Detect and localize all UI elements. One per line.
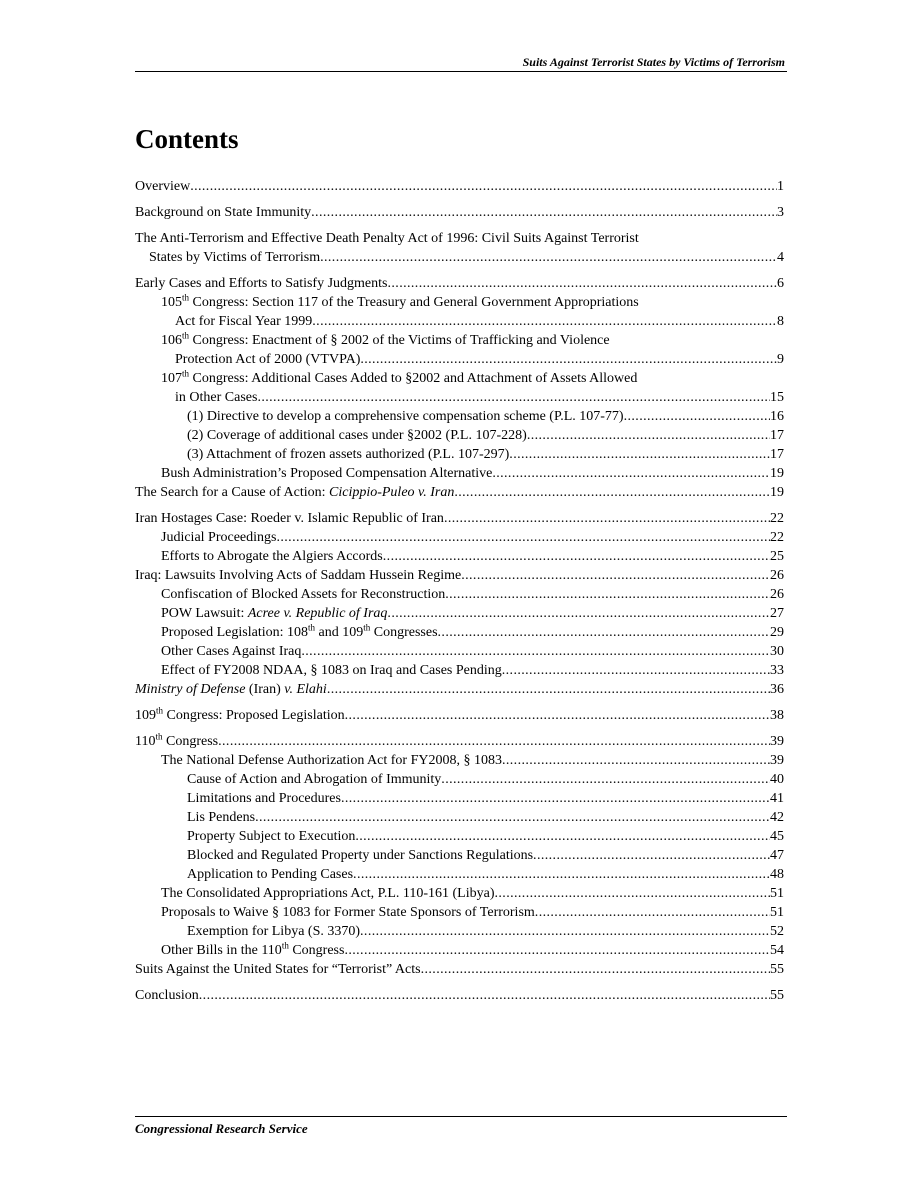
toc-entry-title: Iraq: Lawsuits Involving Acts of Saddam Hussein Regime <box>135 568 462 583</box>
toc-entry-early-cases[interactable] <box>135 274 784 293</box>
toc-entry-title: Exemption for Libya (S. 3370) <box>187 924 361 939</box>
toc-entry-105th-congress[interactable] <box>135 293 784 331</box>
toc-entry-aedpa[interactable] <box>135 229 784 267</box>
toc-entry-title: Ministry of Defense (Iran) v. Elahi <box>135 682 327 697</box>
dot-leader <box>353 865 770 884</box>
toc-entry-blocked-property[interactable] <box>135 846 784 865</box>
toc-page-number: 22 <box>770 530 784 545</box>
toc-entry-consolidated-approps[interactable] <box>135 884 784 903</box>
toc-page-number: 15 <box>770 390 784 405</box>
toc-entry-110th-congress[interactable] <box>135 732 784 751</box>
toc-page-number: 29 <box>770 625 784 640</box>
footer-rule <box>135 1116 787 1117</box>
toc-entry-title: Suits Against the United States for “Terrorist” Acts <box>135 962 421 977</box>
toc-page-number: 22 <box>770 511 784 526</box>
toc-entry-title: Efforts to Abrogate the Algiers Accords <box>161 549 383 564</box>
dot-leader <box>312 312 777 331</box>
dot-leader <box>257 388 770 407</box>
dot-leader <box>461 566 770 585</box>
dot-leader <box>454 483 770 502</box>
toc-page-number: 17 <box>770 428 784 443</box>
dot-leader <box>355 827 770 846</box>
toc-entry-judicial[interactable] <box>135 528 784 547</box>
toc-page-number: 4 <box>777 250 784 265</box>
dot-leader <box>344 941 770 960</box>
toc-page-number: 55 <box>770 962 784 977</box>
toc-page-number: 51 <box>770 886 784 901</box>
toc-page-number: 19 <box>770 466 784 481</box>
dot-leader <box>624 407 770 426</box>
toc-entry-directive[interactable] <box>135 407 784 426</box>
dot-leader <box>495 884 771 903</box>
dot-leader <box>199 986 770 1005</box>
toc-entry-title-cont: in Other Cases <box>175 390 258 405</box>
toc-page-number: 40 <box>770 772 784 787</box>
toc-page-number: 51 <box>770 905 784 920</box>
toc-entry-title: Judicial Proceedings <box>161 530 277 545</box>
dot-leader <box>438 623 770 642</box>
header-rule <box>135 71 787 72</box>
toc-entry-title: 105th Congress: Section 117 of the Treasury and General Government Appropriations <box>161 292 639 310</box>
dot-leader <box>441 770 770 789</box>
toc-entry-title: Background on State Immunity <box>135 205 312 220</box>
toc-entry-title: Other Bills in the 110th Congress <box>161 940 345 958</box>
toc-entry-background[interactable] <box>135 203 784 222</box>
toc-entry-property-execution[interactable] <box>135 827 784 846</box>
dot-leader <box>444 509 770 528</box>
toc-entry-title: 106th Congress: Enactment of § 2002 of the Victims of Trafficking and Violence <box>161 330 610 348</box>
toc-entry-title: Bush Administration’s Proposed Compensation Alternative <box>161 466 493 481</box>
toc-entry-ndaa-effect[interactable] <box>135 661 784 680</box>
toc-entry-title: 107th Congress: Additional Cases Added to §2002 and Attachment of Assets Allowed <box>161 368 638 386</box>
toc-page-number: 39 <box>770 753 784 768</box>
dot-leader <box>311 203 777 222</box>
toc-entry-title: Proposed Legislation: 108th and 109th Congresses <box>161 622 438 640</box>
toc-entry-other-bills[interactable] <box>135 941 784 960</box>
toc-page-number: 27 <box>770 606 784 621</box>
toc-entry-title: Confiscation of Blocked Assets for Reconstruction <box>161 587 446 602</box>
toc-entry-title: POW Lawsuit: Acree v. Republic of Iraq <box>161 606 388 621</box>
dot-leader <box>502 661 770 680</box>
toc-page-number: 26 <box>770 587 784 602</box>
toc-entry-title: Proposals to Waive § 1083 for Former State Sponsors of Terrorism <box>161 905 535 920</box>
toc-page-number: 6 <box>777 276 784 291</box>
dot-leader <box>527 426 770 445</box>
toc-entry-title: 110th Congress <box>135 731 219 749</box>
toc-page-number: 55 <box>770 988 784 1003</box>
dot-leader <box>190 177 777 196</box>
dot-leader <box>509 445 770 464</box>
toc-page-number: 9 <box>777 352 784 367</box>
toc-page-number: 45 <box>770 829 784 844</box>
toc-entry-coverage[interactable] <box>135 426 784 445</box>
toc-entry-title: (2) Coverage of additional cases under §2002 (P.L. 107-228) <box>187 428 527 443</box>
toc-entry-other-iraq[interactable] <box>135 642 784 661</box>
toc-entry-title: The National Defense Authorization Act for FY2008, § 1083 <box>161 753 502 768</box>
toc-entry-confiscation[interactable] <box>135 585 784 604</box>
toc-page-number: 33 <box>770 663 784 678</box>
toc-entry-pending-cases[interactable] <box>135 865 784 884</box>
running-header: Suits Against Terrorist States by Victims of Terrorism <box>522 55 785 69</box>
dot-leader <box>383 547 770 566</box>
toc-entry-title: Limitations and Procedures <box>187 791 341 806</box>
toc-page-number: 42 <box>770 810 784 825</box>
toc-entry-lis-pendens[interactable] <box>135 808 784 827</box>
toc-entry-106th-congress[interactable] <box>135 331 784 369</box>
toc-page-number: 1 <box>777 179 784 194</box>
toc-entry-title-cont: Act for Fiscal Year 1999 <box>175 314 313 329</box>
toc-entry-elahi[interactable] <box>135 680 784 699</box>
dot-leader <box>301 642 770 661</box>
toc-entry-proposed-legislation[interactable] <box>135 623 784 642</box>
toc-entry-title: (3) Attachment of frozen assets authorized (P.L. 107-297) <box>187 447 510 462</box>
dot-leader <box>445 585 770 604</box>
toc-entry-title: Conclusion <box>135 988 199 1003</box>
toc-entry-attachment[interactable] <box>135 445 784 464</box>
toc-entry-bush-admin[interactable] <box>135 464 784 483</box>
footer-publisher: Congressional Research Service <box>135 1121 308 1136</box>
toc-entry-overview[interactable] <box>135 177 784 196</box>
toc-entry-title: Lis Pendens <box>187 810 256 825</box>
toc-entry-limitations[interactable] <box>135 789 784 808</box>
toc-page-number: 26 <box>770 568 784 583</box>
toc-entry-title-cont: States by Victims of Terrorism <box>149 250 321 265</box>
toc-entry-title: Iran Hostages Case: Roeder v. Islamic Republic of Iran <box>135 511 444 526</box>
dot-leader <box>421 960 770 979</box>
toc-entry-cause-of-action[interactable] <box>135 483 784 502</box>
toc-entry-title: Property Subject to Execution <box>187 829 356 844</box>
dot-leader <box>345 706 770 725</box>
toc-entry-title: Overview <box>135 179 191 194</box>
page-title: Contents <box>135 124 239 154</box>
toc-entry-cause-abrogation[interactable] <box>135 770 784 789</box>
toc-page-number: 16 <box>770 409 784 424</box>
toc-entry-ndaa-2008[interactable] <box>135 751 784 770</box>
toc-page-number: 25 <box>770 549 784 564</box>
dot-leader <box>360 350 777 369</box>
dot-leader <box>218 732 770 751</box>
table-of-contents <box>135 177 784 1005</box>
toc-entry-title: Blocked and Regulated Property under Sanctions Regulations <box>187 848 534 863</box>
dot-leader <box>341 789 770 808</box>
toc-entry-109th-congress[interactable] <box>135 706 784 725</box>
toc-page-number: 3 <box>777 205 784 220</box>
dot-leader <box>360 922 770 941</box>
toc-entry-conclusion[interactable] <box>135 986 784 1005</box>
dot-leader <box>535 903 770 922</box>
dot-leader <box>320 248 777 267</box>
toc-entry-title: Effect of FY2008 NDAA, § 1083 on Iraq and Cases Pending <box>161 663 502 678</box>
dot-leader <box>533 846 770 865</box>
toc-entry-waive-proposals[interactable] <box>135 903 784 922</box>
toc-entry-title: 109th Congress: Proposed Legislation <box>135 705 345 723</box>
toc-entry-title: Application to Pending Cases <box>187 867 354 882</box>
toc-page-number: 8 <box>777 314 784 329</box>
dot-leader <box>492 464 770 483</box>
toc-entry-libya-exemption[interactable] <box>135 922 784 941</box>
toc-page-number: 17 <box>770 447 784 462</box>
toc-page-number: 39 <box>770 734 784 749</box>
toc-page-number: 30 <box>770 644 784 659</box>
toc-entry-iran-hostages[interactable] <box>135 509 784 528</box>
toc-page-number: 48 <box>770 867 784 882</box>
dot-leader <box>502 751 770 770</box>
toc-entry-title: The Consolidated Appropriations Act, P.L. 110-161 (Libya) <box>161 886 495 901</box>
dot-leader <box>387 604 770 623</box>
toc-entry-title: The Anti-Terrorism and Effective Death Penalty Act of 1996: Civil Suits Against Terrorist <box>135 231 639 246</box>
toc-entry-iraq[interactable] <box>135 566 784 585</box>
toc-page-number: 47 <box>770 848 784 863</box>
toc-entry-title: Other Cases Against Iraq <box>161 644 302 659</box>
toc-page-number: 52 <box>770 924 784 939</box>
toc-page-number: 41 <box>770 791 784 806</box>
toc-entry-pow-lawsuit[interactable] <box>135 604 784 623</box>
toc-page-number: 19 <box>770 485 784 500</box>
toc-entry-title: (1) Directive to develop a comprehensive compensation scheme (P.L. 107-77) <box>187 409 624 424</box>
toc-page-number: 38 <box>770 708 784 723</box>
toc-entry-title: Cause of Action and Abrogation of Immunity <box>187 772 442 787</box>
dot-leader <box>388 274 778 293</box>
dot-leader <box>327 680 770 699</box>
toc-entry-algiers[interactable] <box>135 547 784 566</box>
toc-entry-107th-congress[interactable] <box>135 369 784 407</box>
toc-entry-title: The Search for a Cause of Action: Cicippio-Puleo v. Iran <box>135 485 455 500</box>
toc-entry-title: Early Cases and Efforts to Satisfy Judgments <box>135 276 388 291</box>
toc-page-number: 54 <box>770 943 784 958</box>
dot-leader <box>276 528 770 547</box>
toc-entry-title-cont: Protection Act of 2000 (VTVPA) <box>175 352 361 367</box>
dot-leader <box>255 808 770 827</box>
toc-entry-suits-against-us[interactable] <box>135 960 784 979</box>
toc-page-number: 36 <box>770 682 784 697</box>
